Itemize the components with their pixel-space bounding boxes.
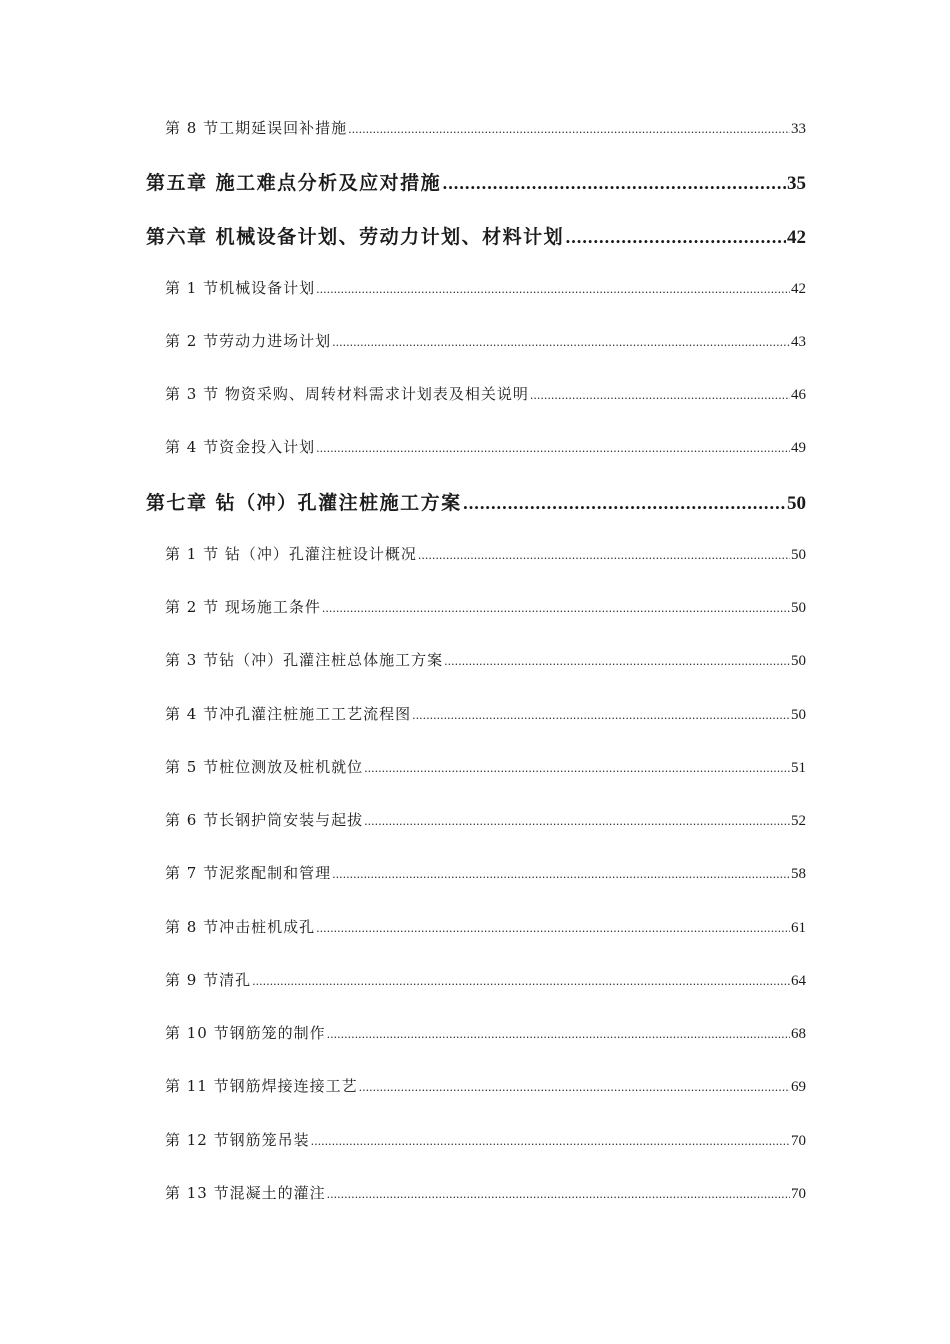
- toc-page-number: 61: [791, 920, 806, 936]
- toc-entry-title: 第七章 钻（冲）孔灌注桩施工方案: [146, 492, 462, 514]
- toc-entry-title: 第 3 节钻（冲）孔灌注桩总体施工方案: [165, 651, 444, 669]
- toc-page-number: 50: [791, 547, 806, 563]
- toc-page-number: 70: [791, 1133, 806, 1149]
- toc-entry-title: 第 1 节 钻（冲）孔灌注桩设计概况: [165, 545, 417, 563]
- toc-dot-leader: [442, 170, 786, 197]
- toc-dot-leader: [348, 119, 790, 139]
- toc-entry-section[interactable]: [165, 117, 806, 139]
- toc-entry-section[interactable]: [165, 756, 806, 778]
- toc-entry-title: 第 2 节 现场施工条件: [165, 598, 321, 616]
- toc-entry-section[interactable]: [165, 969, 806, 991]
- toc-entry-section[interactable]: [165, 596, 806, 618]
- toc-page-number: 35: [787, 173, 806, 194]
- toc-dot-leader: [332, 864, 790, 884]
- toc-dot-leader: [316, 279, 790, 299]
- toc-page-number: 42: [787, 227, 806, 248]
- toc-entry-section[interactable]: [165, 649, 806, 671]
- toc-entry-title: 第 8 节冲击桩机成孔: [165, 918, 316, 936]
- toc-entry-title: 第 4 节冲孔灌注桩施工工艺流程图: [165, 705, 412, 723]
- toc-page-number: 50: [791, 653, 806, 669]
- toc-entry-title: 第 5 节桩位测放及桩机就位: [165, 758, 364, 776]
- toc-entry-section[interactable]: [165, 862, 806, 884]
- toc-dot-leader: [444, 651, 790, 671]
- toc-page-number: 49: [791, 440, 806, 456]
- toc-entry-chapter[interactable]: [146, 223, 806, 251]
- toc-entry-section[interactable]: [165, 277, 806, 299]
- toc-entry-section[interactable]: [165, 703, 806, 725]
- toc-entry-title: 第 6 节长钢护筒安装与起拔: [165, 811, 364, 829]
- toc-entry-section[interactable]: [165, 383, 806, 405]
- toc-dot-leader: [565, 224, 786, 251]
- toc-page-number: 50: [791, 600, 806, 616]
- toc-page-number: 42: [791, 281, 806, 297]
- toc-page-number: 46: [791, 387, 806, 403]
- toc-entry-section[interactable]: [165, 1075, 806, 1097]
- toc-dot-leader: [316, 438, 790, 458]
- toc-entry-title: 第 8 节工期延误回补措施: [165, 119, 348, 137]
- toc-page-number: 50: [787, 493, 806, 514]
- toc-dot-leader: [530, 385, 790, 405]
- toc-entry-title: 第 9 节清孔: [165, 971, 252, 989]
- toc-entry-section[interactable]: [165, 543, 806, 565]
- toc-entry-section[interactable]: [165, 1022, 806, 1044]
- toc-entry-title: 第 7 节泥浆配制和管理: [165, 864, 332, 882]
- toc-entry-title: 第六章 机械设备计划、劳动力计划、材料计划: [146, 226, 565, 248]
- toc-dot-leader: [311, 1131, 790, 1151]
- toc-dot-leader: [332, 332, 790, 352]
- toc-dot-leader: [364, 758, 790, 778]
- toc-dot-leader: [316, 918, 790, 938]
- toc-entry-title: 第 13 节混凝土的灌注: [165, 1184, 326, 1202]
- toc-entry-title: 第 10 节钢筋笼的制作: [165, 1024, 326, 1042]
- toc-entry-section[interactable]: [165, 809, 806, 831]
- toc-dot-leader: [359, 1077, 790, 1097]
- toc-dot-leader: [463, 490, 786, 517]
- toc-entry-title: 第五章 施工难点分析及应对措施: [146, 172, 442, 194]
- toc-entry-title: 第 2 节劳动力进场计划: [165, 332, 332, 350]
- toc-page-number: 58: [791, 866, 806, 882]
- toc-entry-chapter[interactable]: [146, 489, 806, 517]
- toc-dot-leader: [327, 1184, 790, 1204]
- toc-page-number: 51: [791, 760, 806, 776]
- toc-dot-leader: [364, 811, 790, 831]
- toc-dot-leader: [412, 705, 790, 725]
- toc-entry-title: 第 12 节钢筋笼吊装: [165, 1131, 310, 1149]
- toc-dot-leader: [322, 598, 790, 618]
- toc-entry-title: 第 4 节资金投入计划: [165, 438, 316, 456]
- toc-entry-title: 第 1 节机械设备计划: [165, 279, 316, 297]
- toc-page-number: 68: [791, 1026, 806, 1042]
- toc-dot-leader: [327, 1024, 790, 1044]
- toc-page-number: 70: [791, 1186, 806, 1202]
- toc-entry-section[interactable]: [165, 436, 806, 458]
- toc-page-number: 69: [791, 1079, 806, 1095]
- toc-entry-section[interactable]: [165, 916, 806, 938]
- toc-page-number: 50: [791, 707, 806, 723]
- toc-page-number: 52: [791, 813, 806, 829]
- toc-entry-title: 第 3 节 物资采购、周转材料需求计划表及相关说明: [165, 385, 529, 403]
- toc-entry-chapter[interactable]: [146, 169, 806, 197]
- toc-dot-leader: [252, 971, 790, 991]
- toc-page-number: 33: [791, 121, 806, 137]
- toc-page-number: 43: [791, 334, 806, 350]
- toc-page-number: 64: [791, 973, 806, 989]
- toc-entry-section[interactable]: [165, 330, 806, 352]
- toc-entry-section[interactable]: [165, 1129, 806, 1151]
- toc-dot-leader: [418, 545, 790, 565]
- toc-entry-title: 第 11 节钢筋焊接连接工艺: [165, 1077, 358, 1095]
- toc-entry-section[interactable]: [165, 1182, 806, 1204]
